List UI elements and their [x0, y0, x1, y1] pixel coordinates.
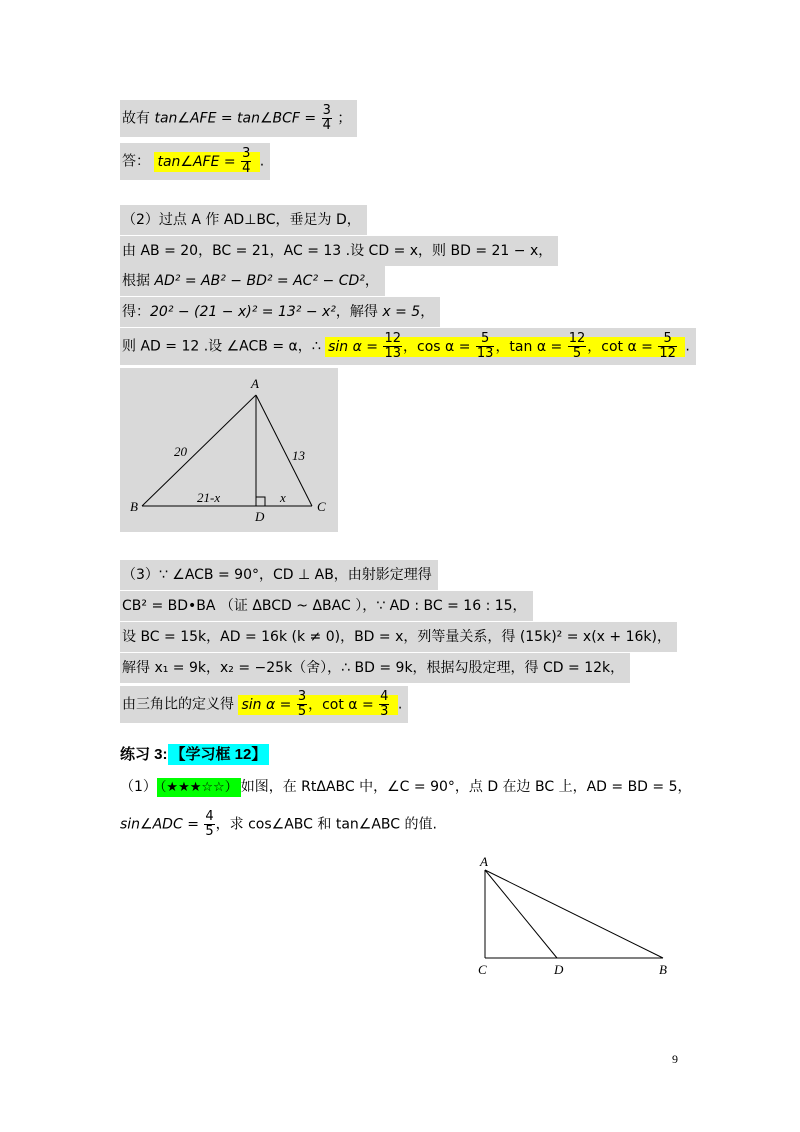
label-a: A	[251, 376, 259, 391]
part3-line2: CB² = BD•BA （证 ΔBCD ~ ΔBAC ），∵ AD : BC = 16 : 15，	[120, 591, 533, 621]
label-dc: x	[280, 490, 286, 505]
part2-line2: 由 AB = 20，BC = 21，AC = 13 .设 CD = x，则 BD = 21 − x，	[120, 236, 558, 266]
practice-question-line1: （1） （★★★☆☆） 如图，在 RtΔABC 中，∠C = 90°，点 D 在边 BC 上，AD = BD = 5，	[120, 779, 692, 795]
side-ab	[485, 870, 663, 958]
practice-title-text: 练习 3:	[120, 746, 168, 763]
difficulty-stars: （★★★☆☆）	[157, 778, 241, 797]
part2-line3: 根据 AD² = AB² − BD² = AC² − CD²，	[120, 266, 385, 296]
part3-line5: 由三角比的定义得 sin α = $\frac{3}{5}$ ，cot α = $\frac{4}{3}$ .	[120, 686, 408, 723]
right-angle-mark	[256, 497, 265, 506]
label-d: D	[554, 962, 564, 977]
label-b: B	[130, 499, 138, 514]
text: 故有	[122, 110, 150, 127]
text: ；	[337, 110, 352, 127]
label-ac: 13	[292, 448, 305, 463]
figure1-triangle	[120, 368, 338, 532]
practice-question-line2: sin∠ADC = $\frac{4}{5}$ ，求 cos∠ABC 和 tan∠ABC 的值.	[120, 809, 437, 839]
practice-title	[120, 744, 269, 766]
label-d: D	[255, 509, 265, 524]
part1-line1	[120, 100, 357, 137]
label-ab: 20	[174, 444, 187, 459]
part3-line1: （3）∵ ∠ACB = 90°，CD ⊥ AB，由射影定理得	[120, 560, 438, 590]
figure2-triangle	[470, 850, 680, 980]
label-a: A	[480, 854, 488, 869]
part3-line4: 解得 x₁ = 9k，x₂ = −25k（舍），∴ BD = 9k，根据勾股定理，得 CD = 12k，	[120, 653, 630, 683]
answer-label: 答：	[122, 153, 150, 170]
label-c: C	[317, 499, 326, 514]
fraction: $\frac{3}{4}$	[322, 103, 331, 133]
label-c: C	[478, 962, 487, 977]
math-expr: tan∠AFE = tan∠BCF =	[154, 110, 321, 127]
answer-highlight: sin α = $\frac{12}{13}$ ，cos α = $\frac{5}{13}$ ，tan α = $\frac{12}{5}$ ，cot α = $\frac{5}{12}$	[325, 337, 685, 357]
answer-highlight: sin α = $\frac{3}{5}$ ，cot α = $\frac{4}{3}$	[238, 695, 397, 715]
page-number: 9	[672, 1052, 678, 1066]
label-b: B	[659, 962, 667, 977]
study-box-label: 【学习框 12】	[168, 744, 270, 765]
part1-answer: 答： tan∠AFE = $\frac{3}{4}$ .	[120, 143, 270, 180]
segment-ad	[485, 870, 557, 958]
part2-line4: 得：20² − (21 − x)² = 13² − x²，解得 x = 5，	[120, 297, 440, 327]
part2-line1: （2）过点 A 作 AD⊥BC，垂足为 D，	[120, 205, 367, 235]
label-bd: 21-x	[197, 490, 221, 505]
part3-line3: 设 BC = 15k，AD = 16k (k ≠ 0)，BD = x，列等量关系，得 (15k)² = x(x + 16k)，	[120, 622, 677, 652]
answer-highlight: tan∠AFE = $\frac{3}{4}$	[154, 152, 259, 172]
part2-line5: 则 AD = 12 .设 ∠ACB = α，∴ sin α = $\frac{12}{13}$ ，cos α = $\frac{5}{13}$ ，tan α = $\frac{12}{5}$ ，cot α = $\frac{5}{12}$ .	[120, 328, 696, 365]
